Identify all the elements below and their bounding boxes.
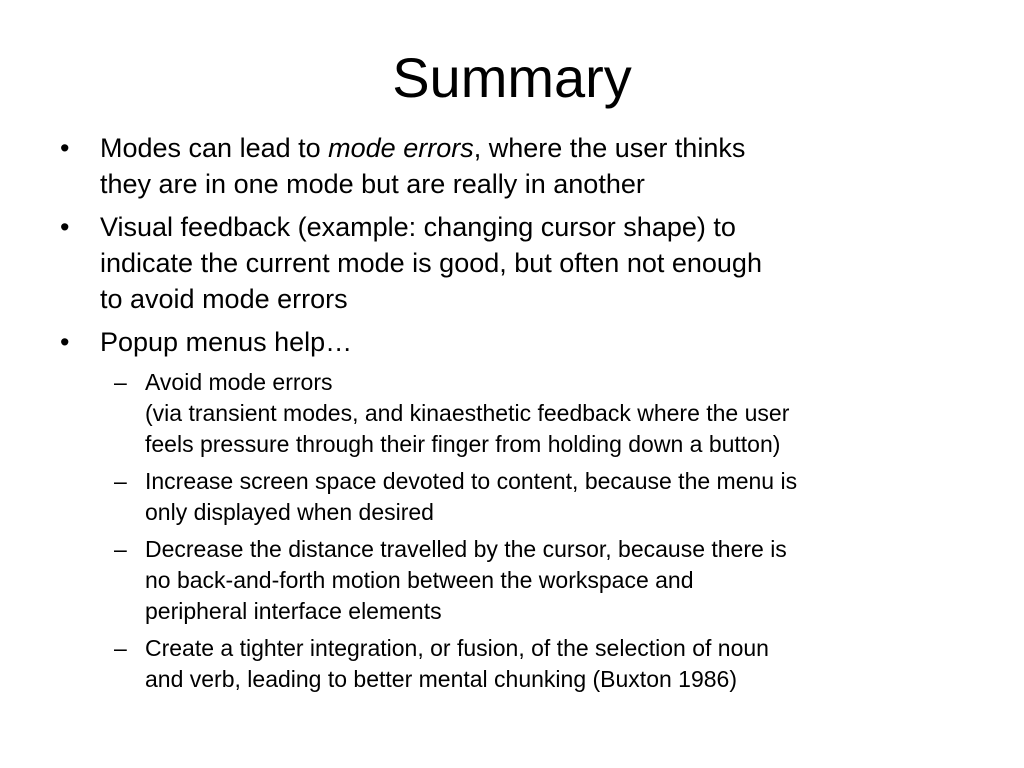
bullet-emphasis: mode errors	[328, 133, 474, 163]
sub-bullet-line: and verb, leading to better mental chunking (Buxton 1986)	[145, 666, 737, 692]
bullet-line: Popup menus help…	[100, 327, 353, 357]
sub-bullet-line: Create a tighter integration, or fusion, of the selection of noun	[145, 635, 769, 661]
sub-bullet-item	[100, 466, 968, 528]
sub-bullet-line: only displayed when desired	[145, 499, 434, 525]
sub-bullet-item	[100, 367, 968, 460]
sub-bullet-list	[58, 367, 968, 695]
sub-bullet-line: Avoid mode errors	[145, 369, 333, 395]
dash-marker: –	[114, 369, 127, 395]
slide-title: Summary	[392, 46, 632, 109]
bullet-line: Visual feedback (example: changing cursor shape) to	[100, 212, 736, 242]
bullet-item	[58, 130, 968, 202]
sub-bullet-item	[100, 534, 968, 627]
dash-marker: –	[114, 635, 127, 661]
bullet-item	[58, 209, 968, 317]
sub-bullet-line: feels pressure through their finger from holding down a button)	[145, 431, 781, 457]
bullet-line	[100, 130, 968, 166]
sub-bullet-line: peripheral interface elements	[145, 598, 442, 624]
sub-bullet-line: Increase screen space devoted to content, because the menu is	[145, 468, 798, 494]
dash-marker: –	[114, 468, 127, 494]
bullet-line: indicate the current mode is good, but often not enough	[100, 248, 762, 278]
bullet-marker: •	[60, 327, 70, 357]
bullet-line: to avoid mode errors	[100, 284, 348, 314]
bullet-marker: •	[60, 212, 70, 242]
bullet-text: Modes can lead to	[100, 133, 329, 163]
bullet-marker: •	[60, 133, 70, 163]
sub-bullet-line: no back-and-forth motion between the workspace and	[145, 567, 694, 593]
dash-marker: –	[114, 536, 127, 562]
slide-body	[58, 130, 968, 701]
bullet-line: they are in one mode but are really in another	[100, 169, 645, 199]
sub-bullet-line: Decrease the distance travelled by the cursor, because there is	[145, 536, 787, 562]
bullet-item	[58, 324, 968, 360]
bullet-text: , where the user thinks	[473, 133, 746, 163]
sub-bullet-item	[100, 633, 968, 695]
sub-bullet-line: (via transient modes, and kinaesthetic feedback where the user	[145, 400, 790, 426]
